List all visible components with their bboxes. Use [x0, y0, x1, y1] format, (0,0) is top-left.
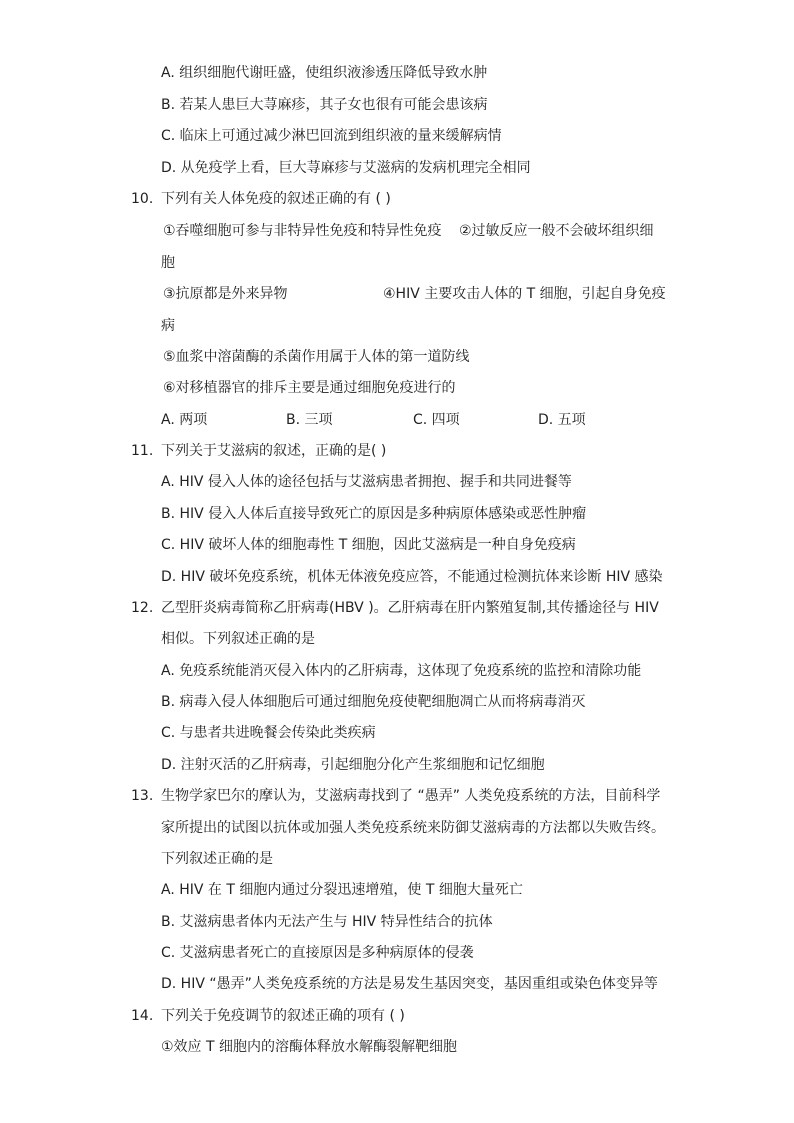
q11-option-b: B. HIV 侵入人体后直接导致死亡的原因是多种病原体感染或恶性肿瘤: [161, 506, 587, 522]
q13-option-a: A. HIV 在 T 细胞内通过分裂迅速增殖，使 T 细胞大量死亡: [161, 882, 523, 898]
q10-item-5: ⑤血浆中溶菌酶的杀菌作用属于人体的第一道防线: [163, 349, 470, 365]
q12-stem-line2: 相似。下列叙述正确的是: [161, 631, 315, 647]
q10-option-b: B. 三项: [286, 412, 333, 428]
q10-option-c: C. 四项: [413, 412, 460, 428]
q12-option-a: A. 免疫系统能消灭侵入体内的乙肝病毒，这体现了免疫系统的监控和清除功能: [161, 663, 642, 679]
q11-number: 11.: [131, 443, 154, 459]
q10-item-6: ⑥对移植器官的排斥主要是通过细胞免疫进行的: [163, 380, 456, 396]
q10-item-2: ②过敏反应一般不会破坏组织细: [459, 223, 654, 239]
q12-stem-line1: 乙型肝炎病毒简称乙肝病毒(HBV )。乙肝病毒在肝内繁殖复制,其传播途径与 HIV: [161, 600, 659, 616]
q13-option-c: C. 艾滋病患者死亡的直接原因是多种病原体的侵袭: [161, 945, 474, 961]
q13-stem-line2: 家所提出的试图以抗体或加强人类免疫系统来防御艾滋病毒的方法都以失败告终。: [161, 820, 665, 836]
q10-number: 10.: [131, 191, 154, 207]
q12-option-c: C. 与患者共进晚餐会传染此类疾病: [161, 725, 376, 741]
q10-item-2-cont: 胞: [161, 255, 175, 271]
q9-option-a: A. 组织细胞代谢旺盛，使组织液渗透压降低导致水肿: [161, 65, 488, 81]
q11-stem: 下列关于艾滋病的叙述，正确的是( ): [161, 443, 387, 459]
q13-number: 13.: [131, 788, 154, 804]
q11-option-a: A. HIV 侵入人体的途径包括与艾滋病患者拥抱、握手和共同进餐等: [161, 474, 572, 490]
q10-option-d: D. 五项: [538, 412, 586, 428]
q11-option-c: C. HIV 破坏人体的细胞毒性 T 细胞，因此艾滋病是一种自身免疫病: [161, 537, 576, 553]
q13-option-d: D. HIV “愚弄”人类免疫系统的方法是易发生基因突变，基因重组或染色体变异等: [161, 976, 658, 992]
q10-item-3: ③抗原都是外来异物: [163, 286, 288, 302]
q14-number: 14.: [131, 1008, 154, 1024]
q10-item-1: ①吞噬细胞可参与非特异性免疫和特异性免疫: [163, 223, 442, 239]
q10-option-a: A. 两项: [161, 412, 208, 428]
q14-item-1: ①效应 T 细胞内的溶酶体释放水解酶裂解靶细胞: [161, 1039, 458, 1055]
q11-option-d: D. HIV 破坏免疫系统，机体无体液免疫应答，不能通过检测抗体来诊断 HIV 感染: [161, 569, 663, 585]
q13-stem-line3: 下列叙述正确的是: [161, 851, 273, 867]
q12-option-d: D. 注射灭活的乙肝病毒，引起细胞分化产生浆细胞和记忆细胞: [161, 757, 545, 773]
q13-option-b: B. 艾滋病患者体内无法产生与 HIV 特异性结合的抗体: [161, 914, 493, 930]
q12-number: 12.: [131, 600, 154, 616]
q14-stem: 下列关于免疫调节的叙述正确的项有 ( ): [161, 1008, 405, 1024]
q9-option-d: D. 从免疫学上看，巨大荨麻疹与艾滋病的发病机理完全相同: [161, 160, 531, 176]
q10-item-4-cont: 病: [161, 318, 175, 334]
q10-stem: 下列有关人体免疫的叙述正确的有 ( ): [161, 191, 391, 207]
q9-option-c: C. 临床上可通过减少淋巴回流到组织液的量来缓解病情: [161, 128, 502, 144]
q9-option-b: B. 若某人患巨大荨麻疹，其子女也很有可能会患该病: [161, 97, 488, 113]
q13-stem-line1: 生物学家巴尔的摩认为，艾滋病毒找到了 “愚弄” 人类免疫系统的方法，目前科学: [161, 788, 661, 804]
q10-item-4: ④HIV 主要攻击人体的 T 细胞，引起自身免疫: [383, 286, 666, 302]
q12-option-b: B. 病毒入侵人体细胞后可通过细胞免疫使靶细胞凋亡从而将病毒消灭: [161, 694, 586, 710]
